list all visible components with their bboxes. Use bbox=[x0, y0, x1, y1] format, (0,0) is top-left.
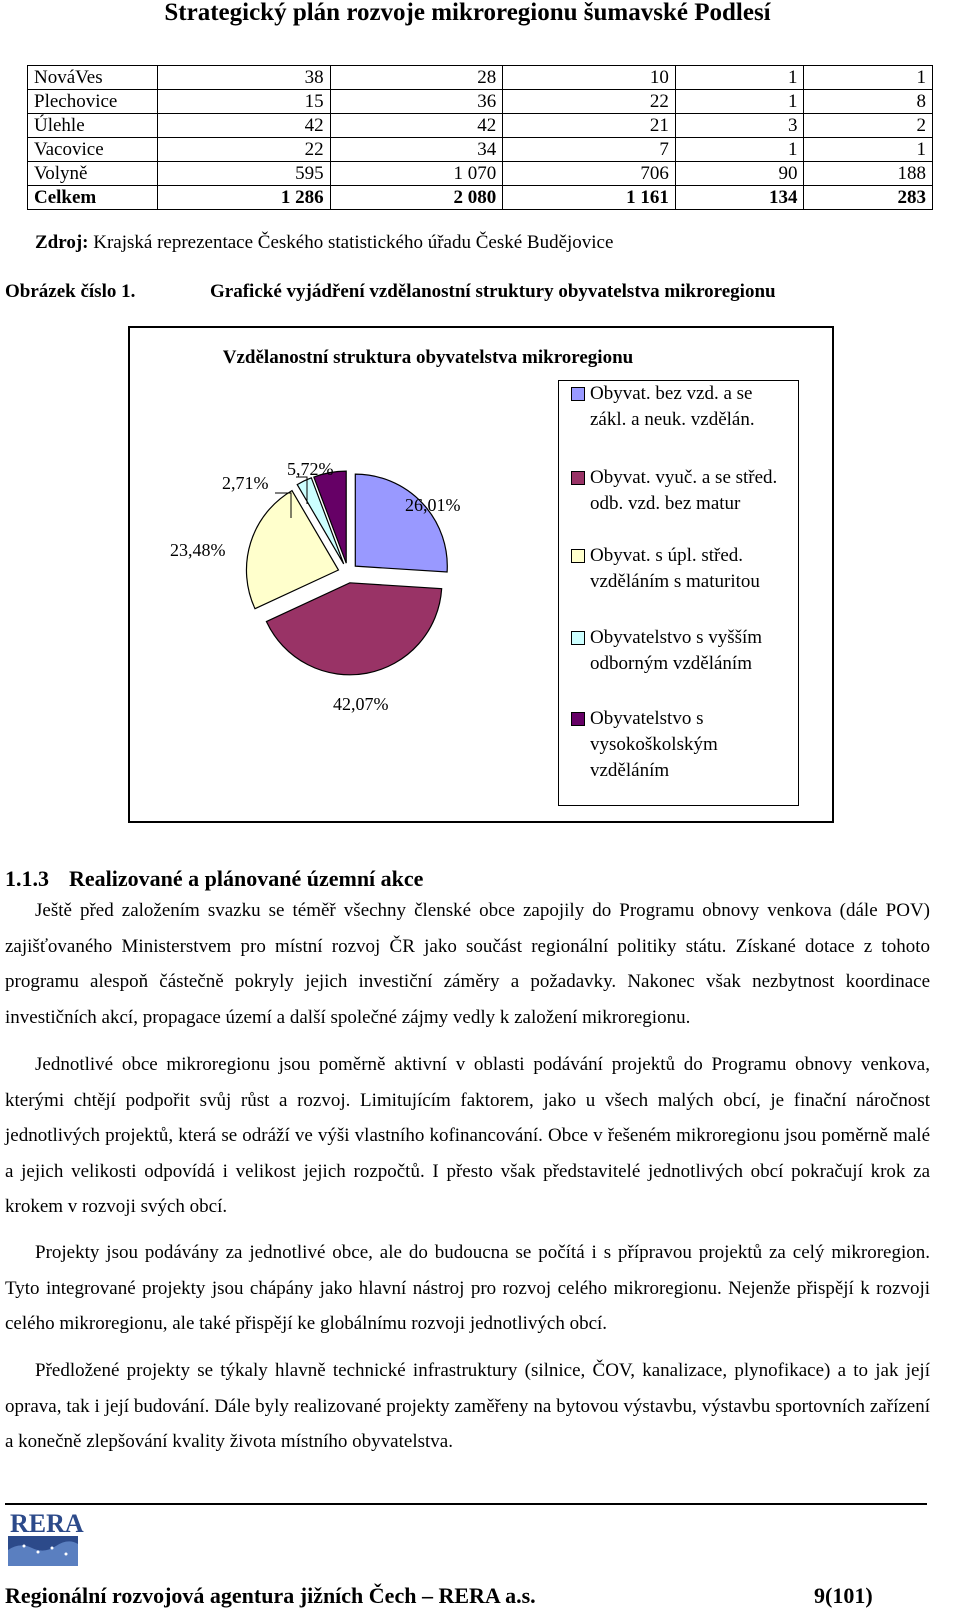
table-total-row bbox=[28, 186, 933, 210]
table-cell: 22 bbox=[503, 90, 676, 114]
table-cell: 22 bbox=[158, 138, 331, 162]
table-cell: 1 070 bbox=[330, 162, 503, 186]
footer-divider bbox=[5, 1503, 927, 1505]
pie-data-label: 26,01% bbox=[405, 495, 461, 515]
table-cell: 595 bbox=[158, 162, 331, 186]
table-cell: 1 bbox=[675, 138, 804, 162]
table-cell: 1 bbox=[675, 66, 804, 90]
table-cell-name: Celkem bbox=[28, 186, 158, 210]
table-cell-name: Úlehle bbox=[28, 114, 158, 138]
table-row bbox=[28, 66, 933, 90]
pie-slice bbox=[246, 491, 338, 609]
table-cell: 42 bbox=[330, 114, 503, 138]
paragraph: Předložené projekty se týkaly hlavně technické infrastruktury (silnice, ČOV, kanalizace, plynofikace) a to jak její oprava, tak i její budování. Dále byly realizované projekty zaměřeny na bytovou výstavbu, výstavbu sportovních zařízení a konečně zlepšování kvality života místního obyvatelstva. bbox=[5, 1360, 930, 1452]
table-cell: 90 bbox=[675, 162, 804, 186]
source-text: Krajská reprezentace Českého statistického úřadu České Budějovice bbox=[88, 232, 614, 253]
table-cell: 38 bbox=[158, 66, 331, 90]
table-row bbox=[28, 138, 933, 162]
figure-caption: Grafické vyjádření vzdělanostní struktury obyvatelstva mikroregionu bbox=[210, 281, 776, 302]
table-cell-name: Vacovice bbox=[28, 138, 158, 162]
legend-item bbox=[571, 543, 791, 595]
paragraph: Projekty jsou podávány za jednotlivé obce, ale do budoucna se počítá i s přípravou projektů za celý mikroregion. Tyto integrované projekty jsou chápány jako hlavní nástroj pro rozvoj celého mikroregionu. Nejenže přispějí k rozvoji celého mikroregionu, ale také přispějí ke globálnímu rozvoji jednotlivých obcí. bbox=[5, 1242, 930, 1334]
pie-data-label: 23,48% bbox=[170, 540, 226, 560]
table-cell: 134 bbox=[675, 186, 804, 210]
pie-slice bbox=[266, 583, 441, 675]
statistics-table bbox=[27, 65, 933, 210]
legend-item bbox=[571, 465, 791, 517]
table-cell: 188 bbox=[804, 162, 933, 186]
table-row bbox=[28, 162, 933, 186]
table-cell: 283 bbox=[804, 186, 933, 210]
chart-title: Vzdělanostní struktura obyvatelstva mikroregionu bbox=[222, 347, 634, 368]
table-cell: 706 bbox=[503, 162, 676, 186]
source-note bbox=[35, 232, 613, 254]
logo-text: RERA bbox=[10, 1509, 84, 1538]
table-cell: 8 bbox=[804, 90, 933, 114]
legend-label: Obyvat. s úpl. střed. vzděláním s maturitou bbox=[590, 545, 760, 592]
legend-label: Obyvatelstvo s vysokoškolským vzděláním bbox=[590, 708, 718, 781]
table-cell: 10 bbox=[503, 66, 676, 90]
table-cell-name: Volyně bbox=[28, 162, 158, 186]
paragraph: Ještě před založením svazku se téměř všechny členské obce zapojily do Programu obnovy venkova (dále POV) zajišťovaného Ministerstvem pro místní rozvoj ČR jako součást regionální politiky státu. Získané dotace z tohoto programu alespoň částečně pokryly jejich investiční záměry a požadavky. Nakonec však nezbytnost koordinace investičních akcí, propagace území a další společné zájmy vedly k založení mikroregionu. bbox=[5, 900, 930, 1028]
chart-legend bbox=[558, 380, 799, 806]
table-cell: 3 bbox=[675, 114, 804, 138]
section-title: Realizované a plánované územní akce bbox=[69, 866, 424, 891]
page-title: Strategický plán rozvoje mikroregionu šumavské Podlesí bbox=[164, 0, 771, 26]
table-cell: 42 bbox=[158, 114, 331, 138]
table-row bbox=[28, 114, 933, 138]
table-cell: 1 bbox=[804, 138, 933, 162]
source-label: Zdroj: bbox=[35, 232, 89, 253]
legend-swatch bbox=[571, 549, 585, 563]
table-cell: 1 bbox=[804, 66, 933, 90]
table-cell: 34 bbox=[330, 138, 503, 162]
table-cell: 2 080 bbox=[330, 186, 503, 210]
legend-label: Obyvat. bez vzd. a se zákl. a neuk. vzdělán. bbox=[590, 383, 755, 430]
table-cell: 1 161 bbox=[503, 186, 676, 210]
table-cell: 36 bbox=[330, 90, 503, 114]
legend-swatch bbox=[571, 631, 585, 645]
legend-item bbox=[571, 706, 791, 784]
legend-swatch bbox=[571, 712, 585, 726]
pie-data-label: 42,07% bbox=[333, 694, 389, 714]
pie-slice bbox=[355, 474, 447, 572]
paragraph: Jednotlivé obce mikroregionu jsou poměrně aktivní v oblasti podávání projektů do Programu obnovy venkova, kterými chtějí podpořit svůj růst a rozvoj. Limitujícím faktorem, jako u všech malých obcí, je finační náročnost jednotlivých projektů, která se odráží ve výši vlastního kofinancování. Obce v řešeném mikroregionu jsou poměrně malé a jejich velikosti odpovídá i velikost jejich rozpočtů. I přesto však představitelé jednotlivých obcí pokračují krok za krokem v rozvoji svých obcí. bbox=[5, 1054, 930, 1217]
table-cell: 28 bbox=[330, 66, 503, 90]
legend-label: Obyvat. vyuč. a se střed. odb. vzd. bez matur bbox=[590, 467, 778, 514]
page-number: 9(101) bbox=[814, 1583, 873, 1608]
pie-data-label: 2,71% bbox=[222, 473, 269, 493]
figure-label: Obrázek číslo 1. bbox=[5, 281, 136, 302]
table-row bbox=[28, 90, 933, 114]
table-cell: 21 bbox=[503, 114, 676, 138]
pie-data-label: 5,72% bbox=[287, 459, 334, 479]
table-cell-name: NováVes bbox=[28, 66, 158, 90]
table-cell: 1 bbox=[675, 90, 804, 114]
section-number: 1.1.3 bbox=[5, 866, 49, 891]
table-cell: 7 bbox=[503, 138, 676, 162]
table-cell: 2 bbox=[804, 114, 933, 138]
legend-swatch bbox=[571, 387, 585, 401]
legend-label: Obyvatelstvo s vyšším odborným vzděláním bbox=[590, 627, 763, 674]
legend-item bbox=[571, 625, 791, 677]
legend-item bbox=[571, 381, 791, 433]
table-cell-name: Plechovice bbox=[28, 90, 158, 114]
legend-swatch bbox=[571, 471, 585, 485]
table-cell: 15 bbox=[158, 90, 331, 114]
pie-chart bbox=[128, 326, 558, 823]
footer-text: Regionální rozvojová agentura jižních Čech – RERA a.s. bbox=[5, 1583, 536, 1608]
table-cell: 1 286 bbox=[158, 186, 331, 210]
section-heading bbox=[5, 866, 423, 892]
